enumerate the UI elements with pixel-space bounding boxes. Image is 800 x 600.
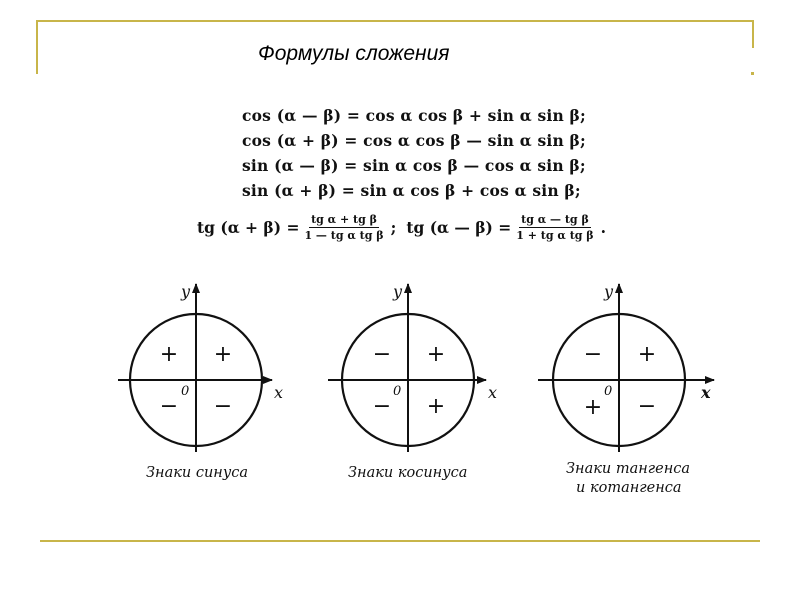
tg-end-period: . [600,217,607,237]
quadrant-2-sign: − [372,342,392,367]
quadrant-1-sign: + [213,342,233,367]
tg-plus-denominator: 1 — tg α tg β [304,228,384,242]
origin-label: 0 [181,384,190,399]
quadrant-2-sign: + [159,342,179,367]
quadrant-4-sign: − [213,394,233,419]
tg-minus-lhs: tg (α — β) = [406,217,512,237]
tangent-caption-line2: и котангенса [576,480,682,496]
tangent-caption-line1: Знаки тангенса [566,461,691,477]
tg-minus-denominator: 1 + tg α tg β [516,228,594,242]
x-axis-label: x [701,383,711,402]
quadrant-1-sign: + [426,342,446,367]
sine-caption: Знаки синуса [146,465,249,481]
quadrant-1-sign: + [637,342,657,367]
y-axis-label: y [393,282,403,301]
tg-plus-lhs: tg (α + β) = [197,217,300,237]
y-axis-label: y [181,282,191,301]
quadrant-3-sign: − [159,394,179,419]
sine-sign-diagram [118,282,283,452]
tg-plus-numerator: tg α + tg β [311,212,377,226]
quadrant-4-sign: + [426,394,446,419]
quadrant-3-sign: − [372,394,392,419]
tg-minus-numerator: tg α — tg β [521,212,589,226]
origin-label: 0 [604,384,613,399]
quadrant-2-sign: − [583,342,603,367]
slide-title: Формулы сложения [258,42,450,65]
formula-cos-plus: cos (α + β) = cos α cos β — sin α sin β; [242,131,586,150]
formula-sin-minus: sin (α — β) = sin α cos β — cos α sin β; [242,156,586,175]
tg-separator: ; [390,217,397,237]
x-axis-label: x [274,383,284,402]
x-axis-label: x [488,383,498,402]
quadrant-3-sign: + [583,395,603,420]
y-axis-label: y [604,282,614,301]
cosine-caption: Знаки косинуса [348,465,468,481]
quadrant-4-sign: − [637,394,657,419]
formula-cos-minus: cos (α — β) = cos α cos β + sin α sin β; [242,106,586,125]
origin-label: 0 [393,384,402,399]
tangent-sign-diagram [538,282,714,452]
cosine-sign-diagram [328,282,497,452]
formula-sin-plus: sin (α + β) = sin α cos β + cos α sin β; [242,181,581,200]
